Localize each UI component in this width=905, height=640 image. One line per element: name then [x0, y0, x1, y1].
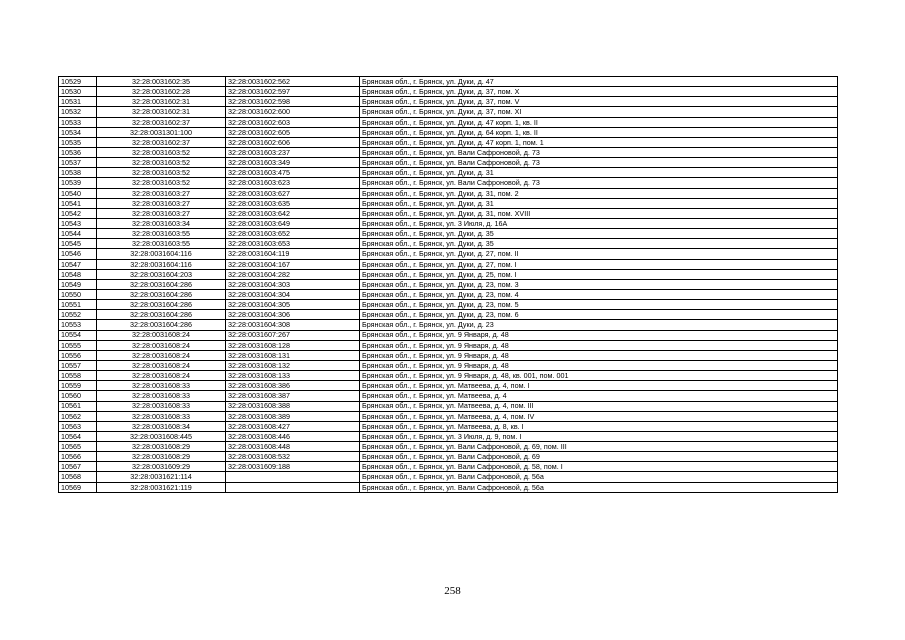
- land-cadastral-number-cell: 32:28:0031621:119: [97, 482, 226, 492]
- land-cadastral-number-cell: 32:28:0031608:34: [97, 421, 226, 431]
- row-number-cell: 10556: [59, 350, 97, 360]
- object-cadastral-number-cell: 32:28:0031608:128: [226, 340, 360, 350]
- object-cadastral-number-cell: 32:28:0031609:188: [226, 462, 360, 472]
- land-cadastral-number-cell: 32:28:0031603:52: [97, 158, 226, 168]
- row-number-cell: 10539: [59, 178, 97, 188]
- object-cadastral-number-cell: 32:28:0031608:448: [226, 442, 360, 452]
- table-row: [59, 107, 838, 117]
- land-cadastral-number-cell: 32:28:0031301:100: [97, 127, 226, 137]
- registry-table-body: [59, 77, 838, 493]
- row-number-cell: 10529: [59, 77, 97, 87]
- land-cadastral-number-cell: 32:28:0031608:29: [97, 452, 226, 462]
- object-cadastral-number-cell: 32:28:0031608:388: [226, 401, 360, 411]
- row-number-cell: 10538: [59, 168, 97, 178]
- address-cell: Брянская обл., г. Брянск, ул. 9 Января, д. 48: [360, 330, 838, 340]
- object-cadastral-number-cell: 32:28:0031604:305: [226, 300, 360, 310]
- land-cadastral-number-cell: 32:28:0031608:33: [97, 391, 226, 401]
- object-cadastral-number-cell: 32:28:0031602:600: [226, 107, 360, 117]
- land-cadastral-number-cell: 32:28:0031608:33: [97, 401, 226, 411]
- object-cadastral-number-cell: 32:28:0031604:282: [226, 269, 360, 279]
- table-row: [59, 117, 838, 127]
- row-number-cell: 10567: [59, 462, 97, 472]
- row-number-cell: 10553: [59, 320, 97, 330]
- land-cadastral-number-cell: 32:28:0031603:52: [97, 168, 226, 178]
- land-cadastral-number-cell: 32:28:0031608:33: [97, 381, 226, 391]
- land-cadastral-number-cell: 32:28:0031609:29: [97, 462, 226, 472]
- row-number-cell: 10534: [59, 127, 97, 137]
- address-cell: Брянская обл., г. Брянск, ул. Вали Сафроновой, д. 69, пом. III: [360, 442, 838, 452]
- land-cadastral-number-cell: 32:28:0031608:24: [97, 371, 226, 381]
- land-cadastral-number-cell: 32:28:0031603:27: [97, 188, 226, 198]
- address-cell: Брянская обл., г. Брянск, ул. Дуки, д. 47 корп. 1, кв. II: [360, 117, 838, 127]
- address-cell: Брянская обл., г. Брянск, ул. Вали Сафроновой, д. 56а: [360, 472, 838, 482]
- land-cadastral-number-cell: 32:28:0031608:24: [97, 330, 226, 340]
- row-number-cell: 10540: [59, 188, 97, 198]
- row-number-cell: 10546: [59, 249, 97, 259]
- object-cadastral-number-cell: 32:28:0031603:475: [226, 168, 360, 178]
- land-cadastral-number-cell: 32:28:0031603:27: [97, 208, 226, 218]
- land-cadastral-number-cell: 32:28:0031603:52: [97, 147, 226, 157]
- address-cell: Брянская обл., г. Брянск, ул. Вали Сафроновой, д. 56а: [360, 482, 838, 492]
- table-row: [59, 401, 838, 411]
- address-cell: Брянская обл., г. Брянск, ул. Дуки, д. 31, пом. 2: [360, 188, 838, 198]
- object-cadastral-number-cell: 32:28:0031603:642: [226, 208, 360, 218]
- row-number-cell: 10569: [59, 482, 97, 492]
- row-number-cell: 10532: [59, 107, 97, 117]
- row-number-cell: 10563: [59, 421, 97, 431]
- land-cadastral-number-cell: 32:28:0031604:203: [97, 269, 226, 279]
- object-cadastral-number-cell: 32:28:0031602:606: [226, 137, 360, 147]
- object-cadastral-number-cell: 32:28:0031602:603: [226, 117, 360, 127]
- row-number-cell: 10560: [59, 391, 97, 401]
- row-number-cell: 10548: [59, 269, 97, 279]
- address-cell: Брянская обл., г. Брянск, ул. Дуки, д. 23, пом. 3: [360, 279, 838, 289]
- row-number-cell: 10568: [59, 472, 97, 482]
- table-row: [59, 168, 838, 178]
- object-cadastral-number-cell: 32:28:0031604:306: [226, 310, 360, 320]
- address-cell: Брянская обл., г. Брянск, ул. Дуки, д. 37, пом. XI: [360, 107, 838, 117]
- address-cell: Брянская обл., г. Брянск, ул. Вали Сафроновой, д. 73: [360, 158, 838, 168]
- table-row: [59, 472, 838, 482]
- address-cell: Брянская обл., г. Брянск, ул. Дуки, д. 27, пом. I: [360, 259, 838, 269]
- address-cell: Брянская обл., г. Брянск, ул. Матвеева, д. 4, пом. I: [360, 381, 838, 391]
- land-cadastral-number-cell: 32:28:0031608:24: [97, 340, 226, 350]
- address-cell: Брянская обл., г. Брянск, ул. Матвеева, д. 4, пом. III: [360, 401, 838, 411]
- land-cadastral-number-cell: 32:28:0031604:286: [97, 310, 226, 320]
- address-cell: Брянская обл., г. Брянск, ул. 9 Января, д. 48, кв. 001, пом. 001: [360, 371, 838, 381]
- address-cell: Брянская обл., г. Брянск, ул. Дуки, д. 64 корп. 1, кв. II: [360, 127, 838, 137]
- row-number-cell: 10557: [59, 360, 97, 370]
- table-row: [59, 340, 838, 350]
- row-number-cell: 10559: [59, 381, 97, 391]
- object-cadastral-number-cell: 32:28:0031608:532: [226, 452, 360, 462]
- row-number-cell: 10561: [59, 401, 97, 411]
- address-cell: Брянская обл., г. Брянск, ул. Дуки, д. 35: [360, 229, 838, 239]
- row-number-cell: 10544: [59, 229, 97, 239]
- object-cadastral-number-cell: 32:28:0031608:389: [226, 411, 360, 421]
- address-cell: Брянская обл., г. Брянск, ул. Дуки, д. 31, пом. XVIII: [360, 208, 838, 218]
- address-cell: Брянская обл., г. Брянск, ул. Дуки, д. 37, пом. V: [360, 97, 838, 107]
- address-cell: Брянская обл., г. Брянск, ул. Матвеева, д. 4, пом. IV: [360, 411, 838, 421]
- table-row: [59, 431, 838, 441]
- table-row: [59, 350, 838, 360]
- table-row: [59, 229, 838, 239]
- object-cadastral-number-cell: 32:28:0031602:597: [226, 87, 360, 97]
- land-cadastral-number-cell: 32:28:0031604:286: [97, 289, 226, 299]
- table-row: [59, 320, 838, 330]
- table-row: [59, 391, 838, 401]
- object-cadastral-number-cell: 32:28:0031602:605: [226, 127, 360, 137]
- row-number-cell: 10543: [59, 218, 97, 228]
- object-cadastral-number-cell: 32:28:0031608:427: [226, 421, 360, 431]
- land-cadastral-number-cell: 32:28:0031604:286: [97, 320, 226, 330]
- object-cadastral-number-cell: 32:28:0031604:304: [226, 289, 360, 299]
- object-cadastral-number-cell: 32:28:0031603:627: [226, 188, 360, 198]
- table-row: [59, 371, 838, 381]
- table-row: [59, 310, 838, 320]
- object-cadastral-number-cell: 32:28:0031607:267: [226, 330, 360, 340]
- object-cadastral-number-cell: 32:28:0031603:653: [226, 239, 360, 249]
- object-cadastral-number-cell: 32:28:0031608:132: [226, 360, 360, 370]
- table-row: [59, 482, 838, 492]
- table-row: [59, 300, 838, 310]
- land-cadastral-number-cell: 32:28:0031604:286: [97, 300, 226, 310]
- address-cell: Брянская обл., г. Брянск, ул. Матвеева, д. 8, кв. I: [360, 421, 838, 431]
- table-row: [59, 330, 838, 340]
- table-row: [59, 279, 838, 289]
- address-cell: Брянская обл., г. Брянск, ул. Дуки, д. 25, пом. I: [360, 269, 838, 279]
- row-number-cell: 10551: [59, 300, 97, 310]
- object-cadastral-number-cell: 32:28:0031604:119: [226, 249, 360, 259]
- object-cadastral-number-cell: 32:28:0031603:349: [226, 158, 360, 168]
- table-row: [59, 360, 838, 370]
- land-cadastral-number-cell: 32:28:0031608:445: [97, 431, 226, 441]
- land-cadastral-number-cell: 32:28:0031603:27: [97, 198, 226, 208]
- table-row: [59, 178, 838, 188]
- row-number-cell: 10549: [59, 279, 97, 289]
- object-cadastral-number-cell: 32:28:0031603:652: [226, 229, 360, 239]
- object-cadastral-number-cell: 32:28:0031604:303: [226, 279, 360, 289]
- object-cadastral-number-cell: 32:28:0031603:635: [226, 198, 360, 208]
- row-number-cell: 10531: [59, 97, 97, 107]
- land-cadastral-number-cell: 32:28:0031602:31: [97, 107, 226, 117]
- table-row: [59, 411, 838, 421]
- land-cadastral-number-cell: 32:28:0031602:35: [97, 77, 226, 87]
- address-cell: Брянская обл., г. Брянск, ул. 3 Июля, д. 9, пом. I: [360, 431, 838, 441]
- table-row: [59, 137, 838, 147]
- object-cadastral-number-cell: 32:28:0031602:598: [226, 97, 360, 107]
- land-cadastral-number-cell: 32:28:0031602:37: [97, 117, 226, 127]
- address-cell: Брянская обл., г. Брянск, ул. Вали Сафроновой, д. 58, пом. I: [360, 462, 838, 472]
- table-row: [59, 269, 838, 279]
- row-number-cell: 10564: [59, 431, 97, 441]
- object-cadastral-number-cell: 32:28:0031604:167: [226, 259, 360, 269]
- row-number-cell: 10552: [59, 310, 97, 320]
- address-cell: Брянская обл., г. Брянск, ул. Дуки, д. 47: [360, 77, 838, 87]
- land-cadastral-number-cell: 32:28:0031608:29: [97, 442, 226, 452]
- object-cadastral-number-cell: 32:28:0031608:386: [226, 381, 360, 391]
- address-cell: Брянская обл., г. Брянск, ул. Дуки, д. 37, пом. X: [360, 87, 838, 97]
- address-cell: Брянская обл., г. Брянск, ул. Дуки, д. 35: [360, 239, 838, 249]
- land-cadastral-number-cell: 32:28:0031603:34: [97, 218, 226, 228]
- land-cadastral-number-cell: 32:28:0031621:114: [97, 472, 226, 482]
- land-cadastral-number-cell: 32:28:0031604:116: [97, 249, 226, 259]
- land-cadastral-number-cell: 32:28:0031608:24: [97, 360, 226, 370]
- row-number-cell: 10547: [59, 259, 97, 269]
- table-row: [59, 147, 838, 157]
- row-number-cell: 10554: [59, 330, 97, 340]
- row-number-cell: 10533: [59, 117, 97, 127]
- table-row: [59, 127, 838, 137]
- address-cell: Брянская обл., г. Брянск, ул. Дуки, д. 23, пом. 6: [360, 310, 838, 320]
- address-cell: Брянская обл., г. Брянск, ул. Дуки, д. 31: [360, 168, 838, 178]
- land-cadastral-number-cell: 32:28:0031604:116: [97, 259, 226, 269]
- table-row: [59, 158, 838, 168]
- land-cadastral-number-cell: 32:28:0031603:52: [97, 178, 226, 188]
- table-row: [59, 259, 838, 269]
- row-number-cell: 10535: [59, 137, 97, 147]
- row-number-cell: 10566: [59, 452, 97, 462]
- row-number-cell: 10562: [59, 411, 97, 421]
- address-cell: Брянская обл., г. Брянск, ул. Дуки, д. 23: [360, 320, 838, 330]
- address-cell: Брянская обл., г. Брянск, ул. Дуки, д. 23, пом. 5: [360, 300, 838, 310]
- address-cell: Брянская обл., г. Брянск, ул. Матвеева, д. 4: [360, 391, 838, 401]
- address-cell: Брянская обл., г. Брянск, ул. Дуки, д. 47 корп. 1, пом. 1: [360, 137, 838, 147]
- object-cadastral-number-cell: 32:28:0031604:308: [226, 320, 360, 330]
- row-number-cell: 10530: [59, 87, 97, 97]
- property-registry-table: [58, 76, 838, 493]
- land-cadastral-number-cell: 32:28:0031604:286: [97, 279, 226, 289]
- table-row: [59, 442, 838, 452]
- address-cell: Брянская обл., г. Брянск, ул. 3 Июля, д. 16А: [360, 218, 838, 228]
- row-number-cell: 10558: [59, 371, 97, 381]
- land-cadastral-number-cell: 32:28:0031602:37: [97, 137, 226, 147]
- object-cadastral-number-cell: [226, 482, 360, 492]
- land-cadastral-number-cell: 32:28:0031603:55: [97, 239, 226, 249]
- table-row: [59, 198, 838, 208]
- table-row: [59, 381, 838, 391]
- object-cadastral-number-cell: 32:28:0031608:446: [226, 431, 360, 441]
- object-cadastral-number-cell: 32:28:0031602:562: [226, 77, 360, 87]
- row-number-cell: 10555: [59, 340, 97, 350]
- row-number-cell: 10537: [59, 158, 97, 168]
- table-row: [59, 97, 838, 107]
- object-cadastral-number-cell: [226, 472, 360, 482]
- table-row: [59, 452, 838, 462]
- land-cadastral-number-cell: 32:28:0031602:28: [97, 87, 226, 97]
- address-cell: Брянская обл., г. Брянск, ул. 9 Января, д. 48: [360, 350, 838, 360]
- object-cadastral-number-cell: 32:28:0031608:133: [226, 371, 360, 381]
- row-number-cell: 10550: [59, 289, 97, 299]
- row-number-cell: 10541: [59, 198, 97, 208]
- address-cell: Брянская обл., г. Брянск, ул. Вали Сафроновой, д. 73: [360, 147, 838, 157]
- address-cell: Брянская обл., г. Брянск, ул. 9 Января, д. 48: [360, 340, 838, 350]
- object-cadastral-number-cell: 32:28:0031608:387: [226, 391, 360, 401]
- table-row: [59, 289, 838, 299]
- table-row: [59, 421, 838, 431]
- table-row: [59, 462, 838, 472]
- address-cell: Брянская обл., г. Брянск, ул. Дуки, д. 27, пом. II: [360, 249, 838, 259]
- table-row: [59, 87, 838, 97]
- table-row: [59, 249, 838, 259]
- row-number-cell: 10536: [59, 147, 97, 157]
- table-row: [59, 218, 838, 228]
- address-cell: Брянская обл., г. Брянск, ул. Дуки, д. 31: [360, 198, 838, 208]
- land-cadastral-number-cell: 32:28:0031603:55: [97, 229, 226, 239]
- object-cadastral-number-cell: 32:28:0031603:623: [226, 178, 360, 188]
- object-cadastral-number-cell: 32:28:0031608:131: [226, 350, 360, 360]
- address-cell: Брянская обл., г. Брянск, ул. Вали Сафроновой, д. 69: [360, 452, 838, 462]
- table-row: [59, 239, 838, 249]
- table-row: [59, 208, 838, 218]
- object-cadastral-number-cell: 32:28:0031603:237: [226, 147, 360, 157]
- land-cadastral-number-cell: 32:28:0031608:24: [97, 350, 226, 360]
- address-cell: Брянская обл., г. Брянск, ул. 9 Января, д. 48: [360, 360, 838, 370]
- address-cell: Брянская обл., г. Брянск, ул. Вали Сафроновой, д. 73: [360, 178, 838, 188]
- row-number-cell: 10565: [59, 442, 97, 452]
- row-number-cell: 10542: [59, 208, 97, 218]
- address-cell: Брянская обл., г. Брянск, ул. Дуки, д. 23, пом. 4: [360, 289, 838, 299]
- table-row: [59, 188, 838, 198]
- table-row: [59, 77, 838, 87]
- object-cadastral-number-cell: 32:28:0031603:649: [226, 218, 360, 228]
- row-number-cell: 10545: [59, 239, 97, 249]
- page-number: 258: [444, 585, 461, 597]
- land-cadastral-number-cell: 32:28:0031608:33: [97, 411, 226, 421]
- land-cadastral-number-cell: 32:28:0031602:31: [97, 97, 226, 107]
